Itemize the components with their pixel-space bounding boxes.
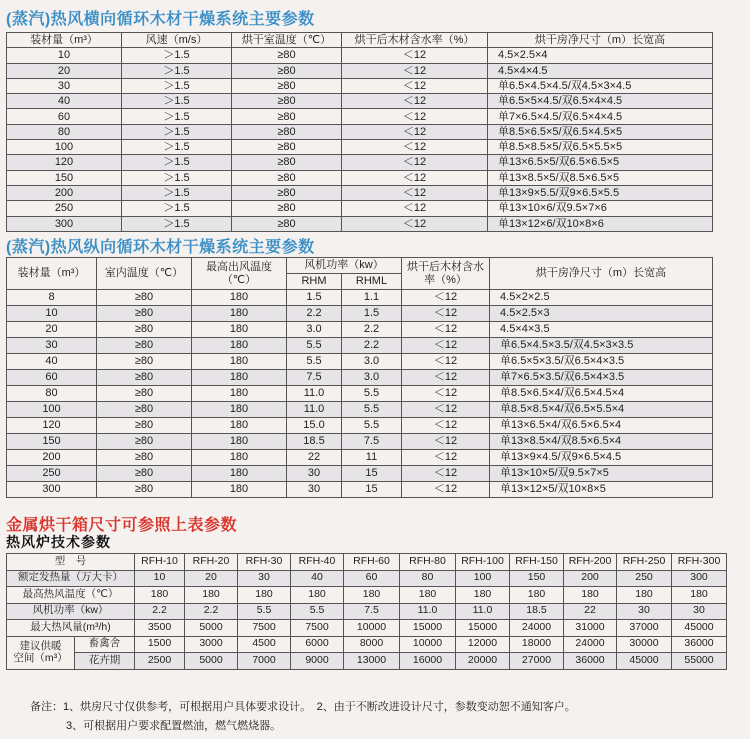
table-cell: ＜12: [342, 63, 488, 78]
table-cell: 180: [192, 402, 287, 418]
table-cell: 3.0: [342, 370, 402, 386]
table-cell: 30: [672, 603, 727, 620]
table-cell: 180: [344, 587, 400, 604]
section4-title: 热风炉技术参数: [6, 534, 111, 550]
section3-title: 金属烘干箱尺寸可参照上表参数: [6, 517, 238, 534]
table-cell: ＜12: [342, 201, 488, 216]
table-cell: ＜12: [402, 290, 490, 306]
section1-title: (蒸汽)热风横向循环木材干燥系统主要参数: [6, 11, 315, 28]
table-cell: 单13×8.5×4/双8.5×6.5×4: [490, 434, 713, 450]
table-cell: 11.0: [456, 603, 510, 620]
table-cell: 单6.5×4.5×4.5/双4.5×3×4.5: [488, 78, 713, 93]
model-row: [7, 554, 727, 571]
table-row: [7, 201, 713, 216]
table-cell: 单6.5×5×4.5/双6.5×4×4.5: [488, 94, 713, 109]
hot-air-furnace-table: [6, 553, 727, 670]
table-cell: ＜12: [342, 185, 488, 200]
table-cell: 27000: [510, 653, 564, 670]
col-header: 烘干房净尺寸（m）长宽高: [488, 33, 713, 48]
row-label: 额定发热量（万大卡）: [7, 570, 135, 587]
table-cell: 22: [564, 603, 617, 620]
row-label: 型 号: [7, 554, 135, 571]
table-cell: 4.5×2×2.5: [490, 290, 713, 306]
table-cell: 15: [342, 466, 402, 482]
table-cell: ≥80: [232, 140, 342, 155]
table-cell: 4.5×2.5×3: [490, 306, 713, 322]
table-cell: ＜12: [402, 322, 490, 338]
table-cell: ＜12: [402, 482, 490, 498]
table-cell: 3.0: [342, 354, 402, 370]
table-cell: 150: [510, 570, 564, 587]
table-cell: ＜12: [342, 170, 488, 185]
table-cell: 150: [7, 434, 97, 450]
table-cell: 15.0: [287, 418, 342, 434]
table-cell: ≥80: [97, 354, 192, 370]
table-cell: 22: [287, 450, 342, 466]
table-cell: 1.1: [342, 290, 402, 306]
table-cell: 55000: [672, 653, 727, 670]
table-cell: 180: [192, 354, 287, 370]
table-cell: 单6.5×5×3.5/双6.5×4×3.5: [490, 354, 713, 370]
table-cell: 150: [7, 170, 122, 185]
table-cell: ＞1.5: [122, 78, 232, 93]
col-header: RHML: [342, 274, 402, 290]
table-cell: 250: [617, 570, 672, 587]
table-cell: ＜12: [402, 402, 490, 418]
table-cell: 180: [564, 587, 617, 604]
table-row: [7, 306, 713, 322]
model-cell: RFH-40: [291, 554, 344, 571]
table-cell: ＜12: [402, 466, 490, 482]
table-cell: 4.5×4×3.5: [490, 322, 713, 338]
model-cell: RFH-10: [135, 554, 185, 571]
table-cell: ＞1.5: [122, 63, 232, 78]
table-cell: 80: [400, 570, 456, 587]
col-header: 装材量（m³）: [7, 33, 122, 48]
table-row: [7, 94, 713, 109]
table-cell: 16000: [400, 653, 456, 670]
table-cell: 36000: [672, 636, 727, 653]
table-cell: 5000: [185, 620, 238, 637]
table-cell: ＜12: [342, 78, 488, 93]
table-cell: ＜12: [402, 306, 490, 322]
table-cell: 7500: [291, 620, 344, 637]
table-cell: 单13×10×5/双9.5×7×5: [490, 466, 713, 482]
table-row: [7, 109, 713, 124]
table-cell: 10000: [344, 620, 400, 637]
table-cell: ≥80: [97, 322, 192, 338]
table-cell: ≥80: [232, 63, 342, 78]
table-cell: ≥80: [232, 201, 342, 216]
table-cell: 6000: [291, 636, 344, 653]
table-cell: 3500: [135, 620, 185, 637]
table-cell: ≥80: [97, 482, 192, 498]
model-cell: RFH-200: [564, 554, 617, 571]
table-cell: 24000: [564, 636, 617, 653]
heating-label-line: 建议供暖: [19, 639, 62, 652]
table-cell: 单13×12×5/双10×8×5: [490, 482, 713, 498]
table-cell: ＜12: [342, 94, 488, 109]
table-cell: 5.5: [291, 603, 344, 620]
table-cell: 10: [7, 48, 122, 63]
table-cell: 40: [291, 570, 344, 587]
row-label: 风机功率（kw）: [7, 603, 135, 620]
longitudinal-circulation-table: [6, 257, 713, 498]
model-cell: RFH-80: [400, 554, 456, 571]
table-cell: 7500: [238, 620, 291, 637]
table-row: [7, 338, 713, 354]
table-cell: ＜12: [342, 109, 488, 124]
table-cell: ＜12: [342, 140, 488, 155]
row-label: 最高热风温度（℃）: [7, 587, 135, 604]
table-cell: ≥80: [97, 306, 192, 322]
table-cell: 单8.5×8.5×5/双6.5×5.5×5: [488, 140, 713, 155]
table-cell: 180: [192, 370, 287, 386]
table-cell: 120: [7, 418, 97, 434]
table-cell: 180: [617, 587, 672, 604]
table-cell: 8000: [344, 636, 400, 653]
table-cell: 5.5: [238, 603, 291, 620]
table-cell: ≥80: [97, 370, 192, 386]
table-cell: 2.2: [342, 338, 402, 354]
table-cell: 15000: [456, 620, 510, 637]
table-cell: ＜12: [402, 338, 490, 354]
table-row: [7, 636, 727, 653]
table-cell: 180: [185, 587, 238, 604]
table-cell: 单13×9×4.5/双9×6.5×4.5: [490, 450, 713, 466]
table-cell: 60: [7, 109, 122, 124]
table-cell: ≥80: [97, 450, 192, 466]
table-cell: ＞1.5: [122, 140, 232, 155]
table-cell: ≥80: [232, 109, 342, 124]
table-cell: ＜12: [402, 370, 490, 386]
table-cell: 5.5: [342, 418, 402, 434]
table-cell: 180: [400, 587, 456, 604]
table-cell: 200: [564, 570, 617, 587]
table-cell: 11.0: [400, 603, 456, 620]
heating-label-line: 空间（m³）: [13, 651, 68, 664]
table-cell: 7.5: [287, 370, 342, 386]
table-cell: 单8.5×8.5×4/双6.5×5.5×4: [490, 402, 713, 418]
table-cell: 60: [344, 570, 400, 587]
table-cell: 20: [7, 322, 97, 338]
table-cell: 40: [7, 94, 122, 109]
table-cell: 300: [7, 482, 97, 498]
table-row: [7, 354, 713, 370]
table-cell: ≥80: [97, 338, 192, 354]
table-cell: 1500: [135, 636, 185, 653]
table-row: [7, 466, 713, 482]
table-cell: ≥80: [97, 402, 192, 418]
table-cell: 2.2: [287, 306, 342, 322]
table-header-row: [7, 258, 713, 274]
table-cell: ＞1.5: [122, 48, 232, 63]
table-row: [7, 124, 713, 139]
table-cell: 120: [7, 155, 122, 170]
table-cell: ＜12: [402, 386, 490, 402]
table-cell: ≥80: [232, 155, 342, 170]
table-row: [7, 386, 713, 402]
table-cell: ≥80: [97, 466, 192, 482]
table-cell: 5.5: [287, 338, 342, 354]
table-cell: ≥80: [232, 185, 342, 200]
table-cell: 11.0: [287, 386, 342, 402]
table-cell: 180: [135, 587, 185, 604]
table-cell: 250: [7, 201, 122, 216]
table-cell: ≥80: [232, 48, 342, 63]
table-cell: 5000: [185, 653, 238, 670]
table-cell: 7000: [238, 653, 291, 670]
model-cell: RFH-300: [672, 554, 727, 571]
table-row: [7, 290, 713, 306]
table-cell: 13000: [344, 653, 400, 670]
table-row: [7, 185, 713, 200]
table-cell: 4500: [238, 636, 291, 653]
table-cell: ≥80: [97, 418, 192, 434]
table-cell: ≥80: [232, 94, 342, 109]
table-cell: 2.2: [135, 603, 185, 620]
table-cell: 1.5: [287, 290, 342, 306]
table-cell: 单13×6.5×5/双6.5×6.5×5: [488, 155, 713, 170]
model-cell: RFH-20: [185, 554, 238, 571]
table-row: [7, 216, 713, 231]
table-cell: 80: [7, 386, 97, 402]
table-row: [7, 570, 727, 587]
table-cell: 30: [7, 78, 122, 93]
table-header-row: [7, 33, 713, 48]
table-cell: ≥80: [97, 434, 192, 450]
table-cell: 10: [135, 570, 185, 587]
table-cell: 100: [7, 402, 97, 418]
table-row: [7, 603, 727, 620]
table-cell: 单8.5×6.5×4/双6.5×4.5×4: [490, 386, 713, 402]
table-cell: ＜12: [342, 48, 488, 63]
col-header: 烘干后木材含水率（%）: [402, 258, 490, 290]
col-header: 室内温度（℃）: [97, 258, 192, 290]
table-cell: ＜12: [342, 155, 488, 170]
table-row: [7, 140, 713, 155]
table-cell: 180: [192, 306, 287, 322]
col-header: 烘干后木材含水率（%）: [342, 33, 488, 48]
table-cell: ＜12: [402, 354, 490, 370]
table-cell: 9000: [291, 653, 344, 670]
table-row: [7, 170, 713, 185]
model-cell: RFH-60: [344, 554, 400, 571]
table-row: [7, 587, 727, 604]
row-sublabel: 花卉期: [75, 653, 135, 670]
table-cell: 200: [7, 450, 97, 466]
row-label: [7, 636, 75, 669]
table-cell: 10: [7, 306, 97, 322]
table-cell: 250: [7, 466, 97, 482]
table-cell: 36000: [564, 653, 617, 670]
table-row: [7, 370, 713, 386]
table-cell: ＞1.5: [122, 155, 232, 170]
table-cell: 80: [7, 124, 122, 139]
table-cell: 45000: [672, 620, 727, 637]
col-header: 烘干室温度（℃）: [232, 33, 342, 48]
section2-title: (蒸汽)热风纵向循环木材干燥系统主要参数: [6, 239, 315, 256]
table-cell: 100: [456, 570, 510, 587]
table-cell: 30: [7, 338, 97, 354]
table-cell: 1.5: [342, 306, 402, 322]
table-cell: 5.5: [342, 386, 402, 402]
table-cell: ＞1.5: [122, 94, 232, 109]
table-cell: 300: [7, 216, 122, 231]
table-cell: 单13×8.5×5/双8.5×6.5×5: [488, 170, 713, 185]
table-row: [7, 482, 713, 498]
model-cell: RFH-250: [617, 554, 672, 571]
table-cell: 180: [192, 386, 287, 402]
table-cell: 5.5: [287, 354, 342, 370]
table-cell: 11: [342, 450, 402, 466]
table-cell: 2500: [135, 653, 185, 670]
table-cell: 20000: [456, 653, 510, 670]
table-cell: 18.5: [510, 603, 564, 620]
table-cell: ＞1.5: [122, 185, 232, 200]
table-cell: 180: [192, 466, 287, 482]
table-cell: 10000: [400, 636, 456, 653]
table-cell: ≥80: [97, 386, 192, 402]
table-row: [7, 434, 713, 450]
table-cell: 11.0: [287, 402, 342, 418]
table-cell: ＜12: [342, 216, 488, 231]
table-cell: ＞1.5: [122, 216, 232, 231]
table-cell: 31000: [564, 620, 617, 637]
table-cell: 60: [7, 370, 97, 386]
note-line-2: 3、可根据用户要求配置燃油，燃气燃烧器。: [66, 720, 282, 732]
table-cell: 单7×6.5×3.5/双6.5×4×3.5: [490, 370, 713, 386]
table-cell: ＞1.5: [122, 109, 232, 124]
note-line-1: 备注：1、烘房尺寸仅供参考，可根据用户具体要求设计。 2、由于不断改进设计尺寸，参数变动恕不通知客户。: [30, 701, 576, 713]
table-cell: 300: [672, 570, 727, 587]
table-row: [7, 322, 713, 338]
table-cell: 180: [456, 587, 510, 604]
table-row: [7, 653, 727, 670]
col-header: 装材量（m³）: [7, 258, 97, 290]
table-cell: 8: [7, 290, 97, 306]
table-cell: ＞1.5: [122, 201, 232, 216]
table-cell: 单8.5×6.5×5/双6.5×4.5×5: [488, 124, 713, 139]
horizontal-circulation-table: [6, 32, 713, 232]
table-cell: 180: [510, 587, 564, 604]
table-cell: 180: [192, 338, 287, 354]
table-cell: 24000: [510, 620, 564, 637]
table-cell: 30: [617, 603, 672, 620]
table-cell: 12000: [456, 636, 510, 653]
table-cell: 3000: [185, 636, 238, 653]
table-cell: 37000: [617, 620, 672, 637]
table-cell: 15000: [400, 620, 456, 637]
table-cell: ≥80: [232, 78, 342, 93]
table-cell: 30: [287, 466, 342, 482]
table-cell: 180: [192, 482, 287, 498]
table-cell: 180: [672, 587, 727, 604]
table-row: [7, 450, 713, 466]
table-cell: 180: [291, 587, 344, 604]
table-cell: 单13×6.5×4/双6.5×6.5×4: [490, 418, 713, 434]
table-cell: 180: [192, 450, 287, 466]
table-cell: 40: [7, 354, 97, 370]
table-cell: ＞1.5: [122, 170, 232, 185]
col-header: RHM: [287, 274, 342, 290]
table-cell: ≥80: [232, 124, 342, 139]
table-cell: 2.2: [342, 322, 402, 338]
table-cell: ＜12: [342, 124, 488, 139]
col-header: 烘干房净尺寸（m）长宽高: [490, 258, 713, 290]
table-cell: 4.5×4×4.5: [488, 63, 713, 78]
table-cell: ≥80: [232, 170, 342, 185]
table-cell: 30: [238, 570, 291, 587]
table-cell: 5.5: [342, 402, 402, 418]
table-cell: 180: [192, 322, 287, 338]
table-row: [7, 78, 713, 93]
table-cell: 20: [7, 63, 122, 78]
table-row: [7, 418, 713, 434]
model-cell: RFH-30: [238, 554, 291, 571]
table-cell: ＜12: [402, 450, 490, 466]
table-cell: 30000: [617, 636, 672, 653]
model-cell: RFH-100: [456, 554, 510, 571]
table-cell: ＞1.5: [122, 124, 232, 139]
table-cell: 200: [7, 185, 122, 200]
col-header: 最高出风温度（℃）: [192, 258, 287, 290]
table-cell: 单13×9×5.5/双9×6.5×5.5: [488, 185, 713, 200]
table-row: [7, 620, 727, 637]
col-header: 风机功率（kw）: [287, 258, 402, 274]
table-row: [7, 402, 713, 418]
row-sublabel: 畜禽舍: [75, 636, 135, 653]
table-cell: 4.5×2.5×4: [488, 48, 713, 63]
table-row: [7, 63, 713, 78]
table-row: [7, 155, 713, 170]
table-cell: 单7×6.5×4.5/双6.5×4×4.5: [488, 109, 713, 124]
table-cell: 20: [185, 570, 238, 587]
table-cell: ≥80: [97, 290, 192, 306]
table-cell: 18.5: [287, 434, 342, 450]
table-cell: 单6.5×4.5×3.5/双4.5×3×3.5: [490, 338, 713, 354]
table-cell: ＜12: [402, 434, 490, 450]
table-cell: 单13×10×6/双9.5×7×6: [488, 201, 713, 216]
table-cell: 18000: [510, 636, 564, 653]
table-row: [7, 48, 713, 63]
table-cell: 30: [287, 482, 342, 498]
table-cell: 180: [192, 290, 287, 306]
table-cell: 2.2: [185, 603, 238, 620]
model-cell: RFH-150: [510, 554, 564, 571]
table-cell: 7.5: [342, 434, 402, 450]
table-cell: ＜12: [402, 418, 490, 434]
row-label: 最大热风量(m³/h): [7, 620, 135, 637]
table-cell: 3.0: [287, 322, 342, 338]
table-cell: 100: [7, 140, 122, 155]
table-cell: 180: [238, 587, 291, 604]
table-cell: 180: [192, 434, 287, 450]
table-cell: ≥80: [232, 216, 342, 231]
col-header: 风速（m/s）: [122, 33, 232, 48]
table-cell: 15: [342, 482, 402, 498]
table-cell: 7.5: [344, 603, 400, 620]
table-cell: 180: [192, 418, 287, 434]
table-cell: 45000: [617, 653, 672, 670]
table-cell: 单13×12×6/双10×8×6: [488, 216, 713, 231]
